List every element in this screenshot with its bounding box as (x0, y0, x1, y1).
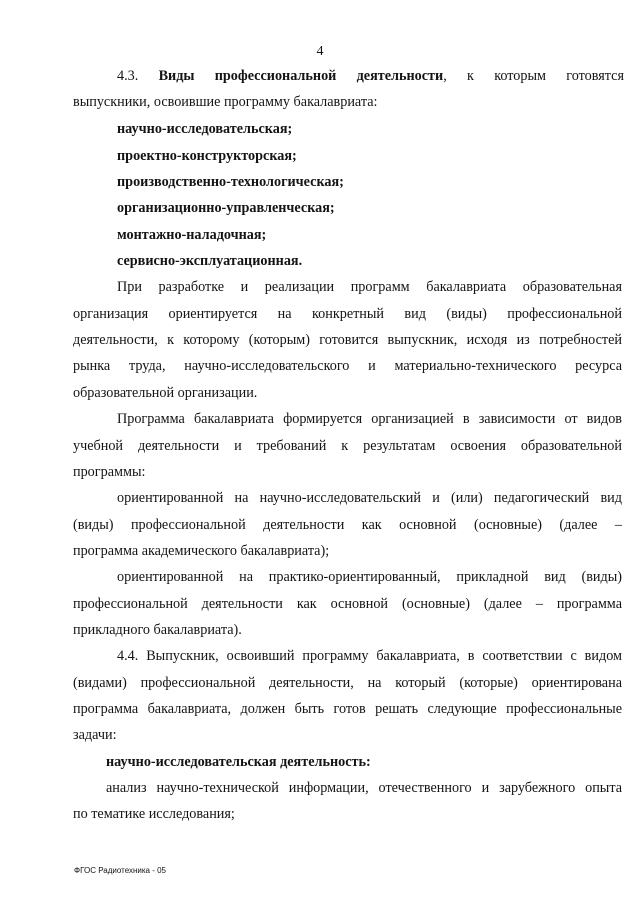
list-item: проектно-конструкторская; (117, 148, 297, 164)
paragraph-line: программа бакалавриата, должен быть готов решать следующие профессиональные (73, 701, 622, 717)
text-line: выпускники, освоившие программу бакалавриата: (73, 94, 378, 110)
section-number: 4.3. (117, 68, 159, 84)
paragraph-line: прикладного бакалавриата). (73, 622, 242, 638)
paragraph-line: (виды) профессиональной деятельности как основной (основные) (далее – (73, 517, 622, 533)
paragraph-line: образовательной организации. (73, 385, 258, 401)
paragraph-line: анализ научно-технической информации, отечественного и зарубежного опыта (106, 780, 622, 796)
paragraph-line: задачи: (73, 727, 117, 743)
paragraph-line: (видами) профессиональной деятельности, на который (которые) ориентирована (73, 675, 622, 691)
list-item: научно-исследовательская; (117, 121, 293, 137)
paragraph-line: деятельности, к которому (которым) готовится выпускник, исходя из потребностей (73, 332, 622, 348)
paragraph-line: программа академического бакалавриата); (73, 543, 330, 559)
list-item: сервисно-эксплуатационная. (117, 253, 303, 269)
paragraph-line: ориентированной на практико-ориентированный, прикладной вид (виды) (117, 569, 622, 585)
paragraph-line: Программа бакалавриата формируется организацией в зависимости от видов (117, 411, 622, 427)
paragraph-line: программы: (73, 464, 146, 480)
paragraph-line: ориентированной на научно-исследовательский и (или) педагогический вид (117, 490, 622, 506)
paragraph-line: по тематике исследования; (73, 806, 235, 822)
paragraph-line: учебной деятельности и требований к результатам освоения образовательной (73, 438, 622, 454)
page-number: 4 (316, 44, 324, 59)
list-item: монтажно-наладочная; (117, 227, 267, 243)
list-item: производственно-технологическая; (117, 174, 344, 190)
section-title-rest: , к которым готовятся (443, 68, 624, 84)
paragraph-line: организация ориентируется на конкретный вид (виды) профессиональной (73, 306, 622, 322)
paragraph-line: 4.4. Выпускник, освоивший программу бакалавриата, в соответствии с видом (117, 648, 622, 664)
paragraph-line: При разработке и реализации программ бакалавриата образовательная (117, 279, 622, 295)
subsection-heading: научно-исследовательская деятельность: (106, 754, 371, 770)
page-footer: ФГОС Радиотехника - 05 (74, 866, 166, 875)
paragraph-line: профессиональной деятельности как основной (основные) (далее – программа (73, 596, 622, 612)
list-item: организационно-управленческая; (117, 200, 335, 216)
paragraph-line: рынка труда, научно-исследовательского и материально-технического ресурса (73, 358, 622, 374)
section-4-3-heading-line (117, 67, 624, 85)
section-title-bold: Виды профессиональной деятельности (158, 68, 444, 84)
